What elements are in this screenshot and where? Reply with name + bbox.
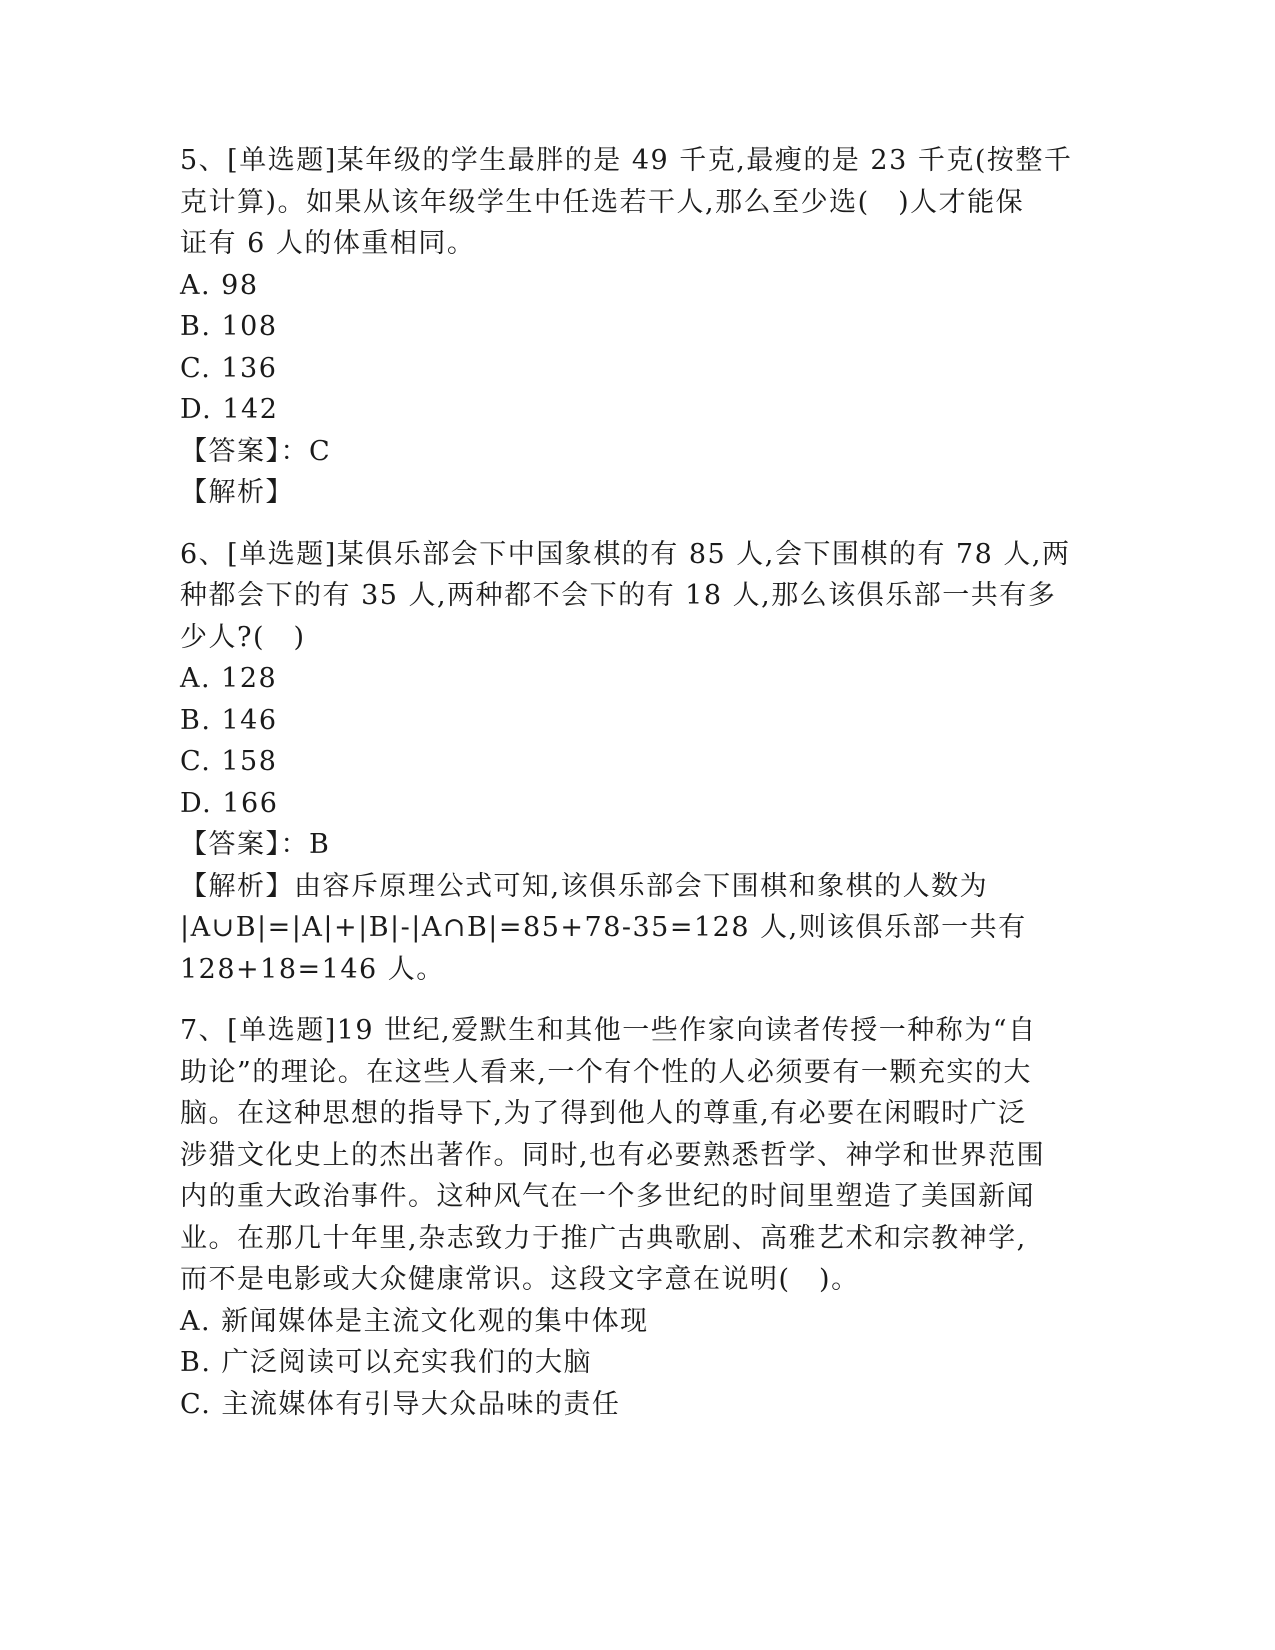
- option-b: B. 146: [180, 704, 278, 736]
- question-5: [180, 140, 1073, 514]
- option-d: D. 142: [180, 394, 279, 425]
- question-text-line: 7、[单选题]19 世纪,爱默生和其他一些作家向读者传授一种称为“自: [180, 1015, 1037, 1046]
- answer-line: [180, 431, 1070, 473]
- question-text-line: 少人?( ): [180, 621, 306, 653]
- option-c: C. 136: [180, 352, 278, 384]
- question-text-line: 6、[单选题]某俱乐部会下中国象棋的有 85 人,会下围棋的有 78 人,两: [180, 538, 1071, 570]
- question-6: [180, 534, 1070, 991]
- analysis-text: 由容斥原理公式可知,该俱乐部会下围棋和象棋的人数为: [294, 870, 989, 902]
- answer-line: [180, 824, 1070, 866]
- answer-value: ：B: [280, 829, 331, 860]
- question-text-line: 脑。在这种思想的指导下,为了得到他人的尊重,有必要在闲暇时广泛: [180, 1098, 1027, 1129]
- option-c: C. 主流媒体有引导大众品味的责任: [180, 1388, 621, 1420]
- question-text-line: 业。在那几十年里,杂志致力于推广古典歌剧、高雅艺术和宗教神学,: [180, 1222, 1027, 1254]
- analysis-text-line: |A∪B|=|A|+|B|-|A∩B|=85+78-35=128 人,则该俱乐部一共有: [180, 912, 1027, 943]
- answer-label: 【答案】: [180, 435, 281, 467]
- question-text-line: 而不是电影或大众健康常识。这段文字意在说明( )。: [180, 1264, 860, 1295]
- document-page: [180, 140, 1073, 1425]
- option-a: A. 98: [180, 269, 259, 301]
- question-text-line: 内的重大政治事件。这种风气在一个多世纪的时间里塑造了美国新闻: [180, 1181, 1035, 1212]
- question-text-line: 克计算)。如果从该年级学生中任选若干人,那么至少选( )人才能保: [180, 186, 1025, 218]
- option-d: D. 166: [180, 787, 279, 819]
- analysis-text-line: 128+18=146 人。: [180, 953, 445, 985]
- question-text-line: 助论”的理论。在这些人看来,一个有个性的人必须要有一颗充实的大: [180, 1056, 1032, 1088]
- analysis-line: [180, 866, 1070, 908]
- question-text-line: 种都会下的有 35 人,两种都不会下的有 18 人,那么该俱乐部一共有多: [180, 580, 1057, 611]
- question-text-line: 涉猎文化史上的杰出著作。同时,也有必要熟悉哲学、神学和世界范围: [180, 1139, 1046, 1171]
- option-c: C. 158: [180, 746, 278, 777]
- answer-label: 【答案】: [180, 829, 281, 860]
- option-b: B. 108: [180, 311, 278, 342]
- answer-value: ：C: [280, 435, 332, 467]
- option-b: B. 广泛阅读可以充实我们的大脑: [180, 1347, 593, 1378]
- question-text-line: 5、[单选题]某年级的学生最胖的是 49 千克,最瘦的是 23 千克(按整千: [180, 145, 1073, 176]
- option-a: A. 新闻媒体是主流文化观的集中体现: [180, 1305, 649, 1337]
- question-7: [180, 1010, 1070, 1425]
- option-a: A. 128: [180, 663, 278, 694]
- analysis-line: [180, 472, 1070, 514]
- question-text-line: 证有 6 人的体重相同。: [180, 228, 476, 259]
- analysis-label: 【解析】: [180, 477, 294, 508]
- analysis-label: 【解析】: [180, 870, 294, 902]
